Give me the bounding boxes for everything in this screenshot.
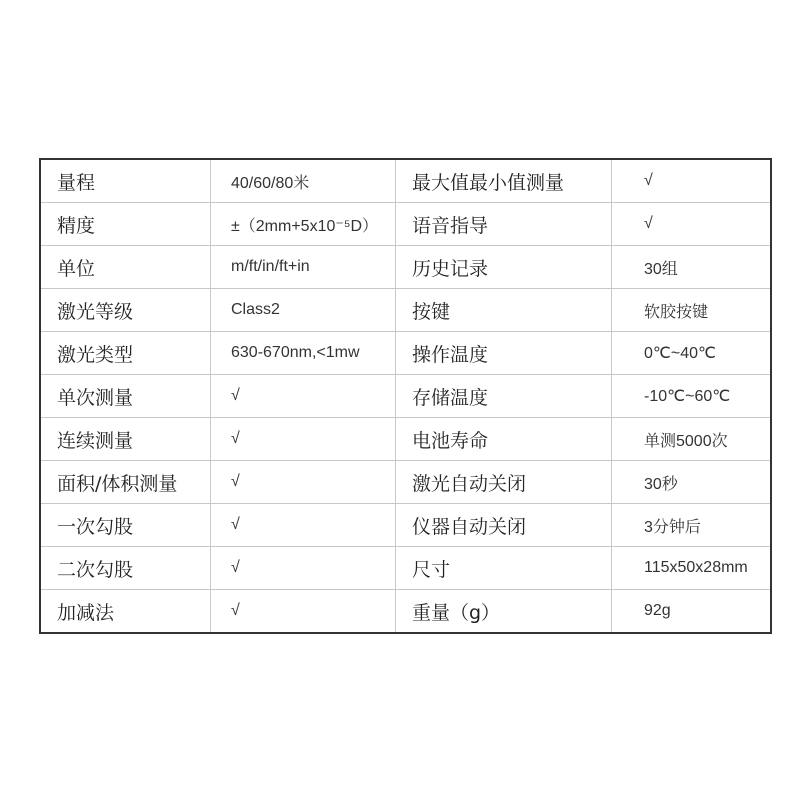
- spec-value: 30秒: [612, 461, 771, 504]
- table-row: [41, 160, 771, 203]
- spec-label: 单次测量: [41, 375, 211, 418]
- spec-label: 重量（g）: [396, 590, 612, 633]
- spec-label: 单位: [41, 246, 211, 289]
- spec-value: 30组: [612, 246, 771, 289]
- table-row: [41, 332, 771, 375]
- spec-value: √: [211, 418, 396, 461]
- spec-label: 连续测量: [41, 418, 211, 461]
- spec-value: -10℃~60℃: [612, 375, 771, 418]
- spec-value: √: [612, 160, 771, 203]
- spec-label: 仪器自动关闭: [396, 504, 612, 547]
- spec-table-body: [41, 160, 771, 633]
- spec-label: 面积/体积测量: [41, 461, 211, 504]
- spec-label: 加减法: [41, 590, 211, 633]
- table-row: [41, 418, 771, 461]
- spec-value: √: [211, 504, 396, 547]
- spec-value: 单测5000次: [612, 418, 771, 461]
- spec-value: √: [211, 590, 396, 633]
- spec-value: √: [211, 461, 396, 504]
- table-row: [41, 590, 771, 633]
- table-row: [41, 504, 771, 547]
- spec-label: 最大值最小值测量: [396, 160, 612, 203]
- spec-value: √: [612, 203, 771, 246]
- spec-label: 激光自动关闭: [396, 461, 612, 504]
- table-row: [41, 246, 771, 289]
- spec-value: 40/60/80米: [211, 160, 396, 203]
- table-row: [41, 289, 771, 332]
- spec-label: 历史记录: [396, 246, 612, 289]
- spec-value: √: [211, 375, 396, 418]
- spec-label: 量程: [41, 160, 211, 203]
- spec-value: ±（2mm+5x10⁻⁵D）: [211, 203, 396, 246]
- spec-label: 一次勾股: [41, 504, 211, 547]
- table-row: [41, 203, 771, 246]
- spec-value: 92g: [612, 590, 771, 633]
- table-row: [41, 461, 771, 504]
- spec-value: 0℃~40℃: [612, 332, 771, 375]
- spec-value: Class2: [211, 289, 396, 332]
- spec-label: 激光等级: [41, 289, 211, 332]
- spec-label: 电池寿命: [396, 418, 612, 461]
- spec-value: √: [211, 547, 396, 590]
- spec-value: 630-670nm,<1mw: [211, 332, 396, 375]
- spec-label: 激光类型: [41, 332, 211, 375]
- spec-label: 存储温度: [396, 375, 612, 418]
- table-row: [41, 375, 771, 418]
- spec-label: 尺寸: [396, 547, 612, 590]
- spec-label: 语音指导: [396, 203, 612, 246]
- spec-value: 软胶按键: [612, 289, 771, 332]
- spec-value: m/ft/in/ft+in: [211, 246, 396, 289]
- table-row: [41, 547, 771, 590]
- spec-table: [40, 159, 771, 633]
- spec-value: 115x50x28mm: [612, 547, 771, 590]
- spec-label: 二次勾股: [41, 547, 211, 590]
- spec-label: 操作温度: [396, 332, 612, 375]
- spec-value: 3分钟后: [612, 504, 771, 547]
- spec-label: 精度: [41, 203, 211, 246]
- spec-label: 按键: [396, 289, 612, 332]
